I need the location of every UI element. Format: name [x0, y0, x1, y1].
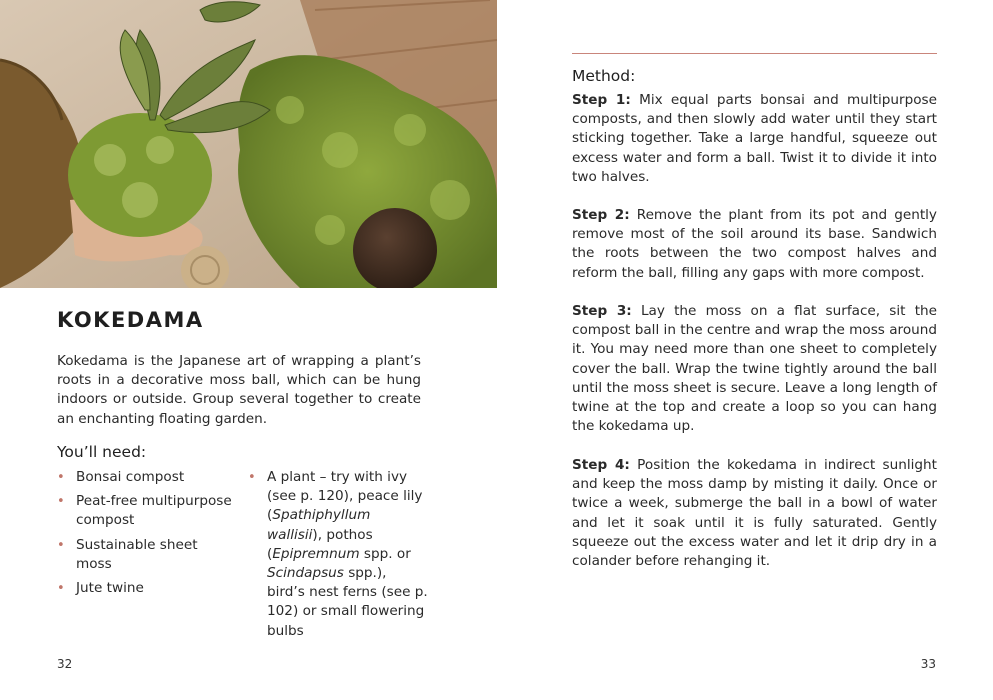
- step-3: [572, 302, 937, 436]
- latin-name: Epipremnum: [272, 545, 360, 562]
- latin-name: Spathiphyllum wallisii: [267, 507, 371, 543]
- kokedama-photo: [0, 0, 497, 288]
- step-text: Lay the moss on a flat surface, sit the compost ball in the centre and wrap the moss around it. You may need more than one sheet to completely cover the ball. Wrap the twine tightly around the ball until the moss sheet is secure. Leave a long length of twine at the top and create a loop so you can hang the kokedama up.: [572, 303, 937, 435]
- step-label: Step 1:: [572, 92, 631, 108]
- intro-paragraph: Kokedama is the Japanese art of wrapping a plant’s roots in a decorative moss ball, which can be hung indoors or outside. Group several together to create an enchanting floating garden.: [57, 353, 421, 427]
- plant-text: ), pothos (: [267, 526, 373, 562]
- step-text: Position the kokedama in indirect sunlight and keep the moss damp by misting it daily. Once or twice a week, submerge the ball in a bowl of water and let it soak until it is fully saturated. Gently squeeze out the excess water and let it drip dry in a colander before rehanging it.: [572, 457, 937, 570]
- step-1: [572, 91, 937, 187]
- list-item: • Jute twine: [57, 579, 237, 598]
- list-item: • Peat-free multipurpose compost: [57, 492, 237, 530]
- plant-text: A plant – try with ivy (see p. 120), peace lily (: [267, 469, 423, 524]
- step-text: Mix equal parts bonsai and multipurpose composts, and then slowly add water until they start sticking together. Take a large handful, squeeze out excess water and form a ball. Twist it to divide it into two halves.: [572, 92, 937, 185]
- step-label: Step 4:: [572, 457, 630, 473]
- step-label: Step 3:: [572, 303, 632, 319]
- page-number: 33: [920, 657, 936, 671]
- list-item: [248, 468, 428, 641]
- divider-rule: [572, 53, 937, 54]
- plant-text: spp.), bird’s nest ferns (see p. 102) or small flowering bulbs: [267, 565, 428, 639]
- needs-list-col2: [248, 468, 428, 641]
- step-2: [572, 206, 937, 283]
- step-label: Step 2:: [572, 207, 630, 223]
- list-item: • Bonsai compost: [57, 468, 237, 487]
- page-title: KOKEDAMA: [57, 308, 204, 332]
- method-heading: Method:: [572, 67, 636, 85]
- step-4: [572, 456, 937, 571]
- latin-name: Scindapsus: [267, 565, 344, 582]
- needs-heading: You’ll need:: [57, 443, 147, 461]
- step-text: Remove the plant from its pot and gently remove most of the soil around its base. Sandwich the roots between the two compost halves and reform the ball, filling any gaps with more compost.: [572, 207, 937, 281]
- list-item: • Sustainable sheet moss: [57, 536, 237, 574]
- needs-list-col1: [57, 468, 237, 603]
- page-number: 32: [57, 657, 73, 671]
- right-page: [497, 0, 993, 700]
- plant-text: spp. or: [359, 545, 411, 562]
